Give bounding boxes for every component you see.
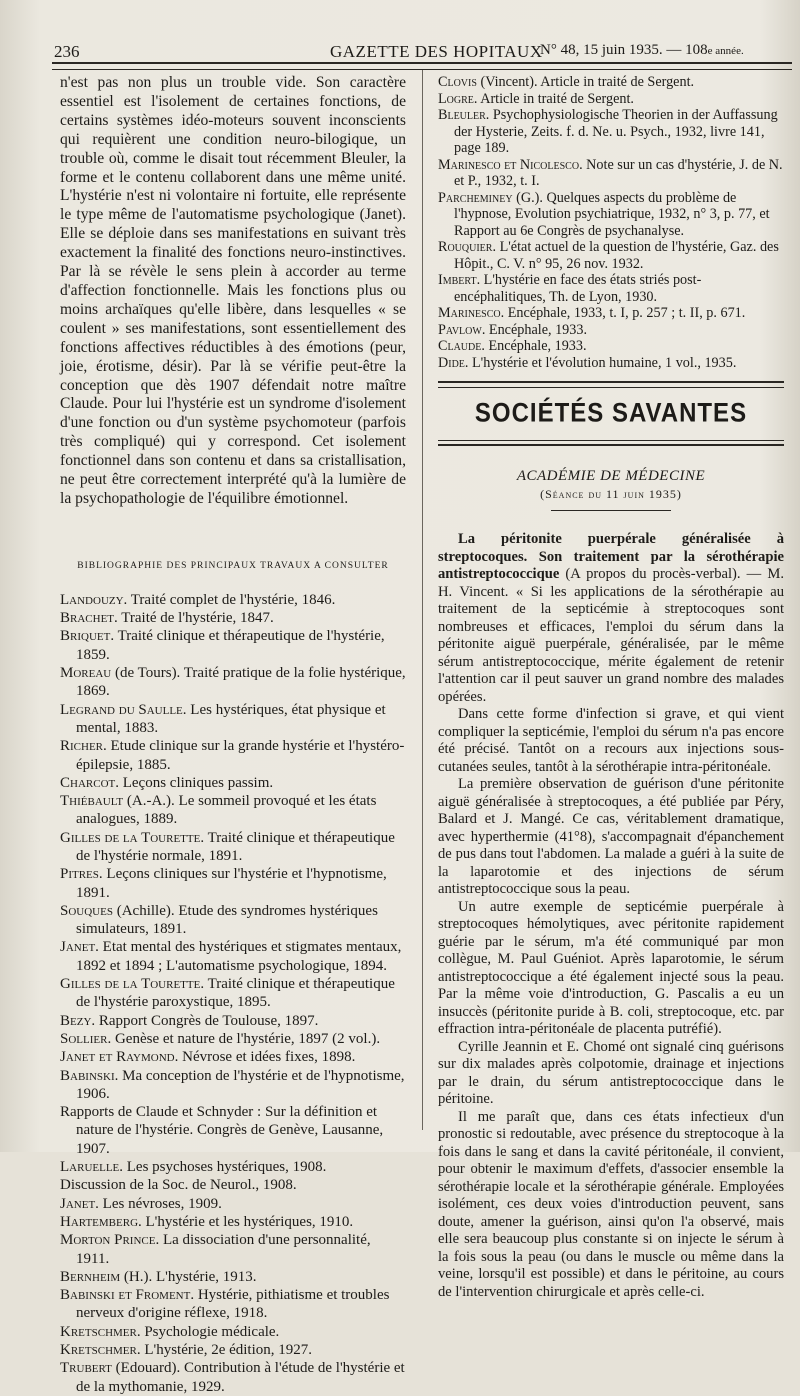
bibliography-entry — [60, 792, 406, 829]
bibliography-text: . Psychophysiologische Theorien in der Auffassung der Hysterie, Zeits. f. d. Ne. u. Psych., 1932, livre 141, page 189. — [454, 107, 778, 156]
short-rule — [551, 510, 671, 511]
bibliography-author: Kretschmer — [60, 1342, 137, 1359]
bibliography-entry — [60, 938, 406, 975]
article-paragraph — [438, 531, 784, 706]
bibliography-author: Landouzy — [60, 591, 124, 608]
bibliography-author: Marinesco et Nicolesco — [438, 156, 580, 173]
bibliography-text: . Névrose et idées fixes, 1898. — [174, 1049, 356, 1066]
bibliography-text: (Achille). Etude des syndromes hystériques simulateurs, 1891. — [76, 902, 378, 938]
bibliography-text: (Vincent). Article in traité de Sergent. — [476, 74, 695, 90]
journal-title: GAZETTE DES HOPITAUX — [330, 42, 543, 61]
bibliography-entry — [60, 1158, 406, 1176]
bibliography-author: Briquet — [60, 628, 111, 645]
bibliography-text: . Etude clinique sur la grande hystérie et l'hystéro-épilepsie, 1885. — [76, 738, 405, 773]
bibliography-text: . Etat mental des hystériques et stigmates mentaux, 1892 et 1894 ; L'automatisme psychologique, 1894. — [76, 939, 402, 974]
bibliography-text: Discussion de la Soc. de Neurol., 1908. — [60, 1177, 297, 1194]
bibliography-author: Richer — [60, 738, 104, 755]
bibliography-author: Clovis — [438, 74, 477, 90]
bibliography-entry — [438, 107, 784, 157]
bibliography-author: Pitres — [60, 866, 99, 883]
bibliography-text: . Ma conception de l'hystérie et de l'hypnotisme, 1906. — [76, 1067, 405, 1102]
page-header — [0, 30, 800, 64]
bibliography-author: Kretschmer — [60, 1323, 137, 1340]
right-column — [438, 74, 784, 1301]
bibliography-text: . L'hystérie en face des états striés post-encéphalitiques, Th. de Lyon, 1930. — [454, 272, 702, 305]
bibliography-author: Janet — [60, 1195, 96, 1212]
bibliography-text: . L'hystérie et l'évolution humaine, 1 vol., 1935. — [464, 354, 737, 371]
article-paragraph: La première observation de guérison d'une péritonite aiguë généralisée à streptocoques, a été publiée par Péry, Balard et J. Mangé. Ce cas, véritablement dramatique, avec hyperthermie (41°8), s'accompagnait d'épanchement de pus dans tout l'abdomen. La malade a guéri à la suite de la laparotomie et des injections de sérum antistreptococcique sous la peau. — [438, 776, 784, 897]
bibliography-entry — [60, 1176, 406, 1194]
bibliography-author: Gilles de la Tourette — [60, 976, 201, 993]
bibliography-entry — [438, 190, 784, 240]
bibliography-author: Dide — [438, 354, 465, 371]
bibliography-author: Hartemberg — [60, 1213, 139, 1230]
bibliography-author: Sollier — [60, 1030, 108, 1047]
bibliography-list-left — [60, 591, 406, 1396]
article-title: La péritonite puerpérale généralisée à streptocoques. Son traitement par la sérothérapie antistreptococcique — [438, 531, 784, 582]
bibliography-text: (Edouard). Contribution à l'étude de l'hystérie et de la mythomanie, 1929. — [76, 1360, 405, 1395]
bibliography-author: Parcheminey — [438, 189, 513, 206]
bibliography-author: Janet et Raymond — [60, 1049, 175, 1066]
bibliography-entry — [60, 591, 406, 609]
issue-info — [540, 42, 744, 59]
bibliography-entry — [60, 1286, 406, 1323]
bibliography-entry — [60, 1030, 406, 1048]
bibliography-text: . L'hystérie, 2e édition, 1927. — [136, 1342, 313, 1359]
header-rule — [52, 62, 792, 70]
hysteria-paragraph: n'est pas non plus un trouble vide. Son caractère essentiel est l'isolement de certaines fonctions, de certains systèmes idéo-moteurs souvent inconscients qui requièrent une condition neuro-bilogique, un trouble où, comme le disait tout récemment Bleuler, la forme et le contenu collaborent dans une même unité. L'hystérie n'est ni volontaire ni fortuite, elle représente le type même de l'automatisme psychologique (Janet). Elle se déploie dans ses manifestations en suivant très exactement la finalité des fonctions neuro-instinctives. Par là se révèle le sens plein à accorder au terme d'affection fonctionnelle. Mais les fonctions plus ou moins archaïques qu'elle libère, dans lesquelles « se coulent » ses manifestations, sont essentiellement des fonctions affectives réductibles à des émotions (peur, joie, érotisme, désir). Par là se vérifie peut-être la conception que dès 1907 défendait notre maître Claude. Pour lui l'hystérie est un syndrome d'isolement d'une fonction ou d'un système psychomoteur (parfois très compliqué) qui y correspond. Cet isolement fonctionnel dans son contenu et dans sa cristallisation, ne peut être correctement interprété qu'à la lumière de la psychopathologie de l'équilibre émotionnel. — [60, 74, 406, 507]
bibliography-text: . Les névroses, 1909. — [95, 1195, 222, 1212]
bibliography-entry — [438, 239, 784, 272]
issue-year-suffix: e année. — [707, 45, 744, 57]
bibliography-entry — [60, 1213, 406, 1231]
bibliography-entry — [438, 157, 784, 190]
bibliography-text: . Leçons cliniques sur l'hystérie et l'hypnotisme, 1891. — [76, 866, 387, 901]
bibliography-entry — [60, 664, 406, 701]
bibliography-text: (H.). L'hystérie, 1913. — [120, 1268, 257, 1285]
bibliography-entry — [60, 1195, 406, 1213]
academy-heading: ACADÉMIE DE MÉDECINE — [516, 468, 706, 484]
bibliography-entry — [60, 627, 406, 664]
column-divider — [422, 70, 423, 1130]
bibliography-text: . Encéphale, 1933, t. I, p. 257 ; t. II, p. 671. — [500, 305, 746, 321]
article-body — [438, 531, 784, 1301]
bibliography-entry — [438, 355, 784, 372]
left-column — [60, 74, 406, 1396]
bibliography-entry — [60, 1103, 406, 1158]
bibliography-entry — [60, 865, 406, 902]
bibliography-text: . Article in traité de Sergent. — [473, 90, 634, 107]
section-rule-bottom — [438, 440, 784, 446]
bibliography-author: Moreau — [60, 665, 112, 682]
bibliography-text: (A.-A.). Le sommeil provoqué et les états analogues, 1889. — [76, 793, 377, 828]
bibliography-author: Trubert — [60, 1360, 112, 1377]
bibliography-entry — [60, 975, 406, 1012]
session-date: (Séance du 11 juin 1935) — [540, 487, 682, 501]
bibliography-author: Janet — [60, 939, 96, 956]
article-paragraph: Dans cette forme d'infection si grave, et qui vient compliquer la septicémie, l'emploi du sérum n'a pas encore été précisé. Tantôt on a recours aux injections sous-cutanées seules, tantôt à la sérothérapie intra-péritonéale. — [438, 706, 784, 775]
bibliography-heading: BIBLIOGRAPHIE DES PRINCIPAUX TRAVAUX A CONSULTER — [77, 560, 389, 571]
bibliography-author: Laruelle — [60, 1159, 120, 1176]
article-paragraph: Cyrille Jeannin et E. Chomé ont signalé cinq guérisons sur dix malades après colpotomie, drainage et injections par le drain, du sérum antistreptococcique dans le péritoine. — [438, 1038, 784, 1107]
bibliography-entry — [438, 91, 784, 108]
bibliography-entry — [438, 305, 784, 322]
bibliography-entry — [60, 829, 406, 866]
bibliography-list-right — [438, 74, 784, 371]
bibliography-author: Pavlow — [438, 321, 482, 338]
bibliography-entry — [60, 1012, 406, 1030]
section-rule-top — [438, 381, 784, 388]
bibliography-text: . Hystérie, pithiatisme et troubles nerveux d'origine réflexe, 1918. — [76, 1287, 390, 1322]
bibliography-text: . Traité complet de l'hystérie, 1846. — [123, 591, 336, 608]
bibliography-text: . Traité de l'hystérie, 1847. — [114, 610, 274, 627]
bibliography-author: Bezy — [60, 1012, 92, 1029]
bibliography-entry — [60, 1359, 406, 1396]
bibliography-text: Rapports de Claude et Schnyder : Sur la définition et nature de l'hystérie. Congrès de Genève, Lausanne, 1907. — [60, 1104, 384, 1157]
section-title: SOCIÉTÉS SAVANTES — [474, 398, 748, 429]
bibliography-text: . Psychologie médicale. — [136, 1323, 280, 1340]
bibliography-entry — [60, 1067, 406, 1104]
bibliography-entry — [60, 737, 406, 774]
bibliography-author: Marinesco — [438, 305, 501, 321]
bibliography-author: Charcot — [60, 774, 116, 791]
bibliography-author: Thiébault — [60, 793, 124, 810]
bibliography-text: . Genèse et nature de l'hystérie, 1897 (2 vol.). — [107, 1030, 381, 1047]
bibliography-text: . Traité clinique et thérapeutique de l'hystérie paroxystique, 1895. — [76, 976, 395, 1011]
bibliography-text: . Traité clinique et thérapeutique de l'hystérie normale, 1891. — [76, 829, 395, 864]
bibliography-author: Rouquier — [438, 239, 493, 255]
bibliography-author: Claude — [438, 338, 482, 354]
bibliography-text: . Les psychoses hystériques, 1908. — [119, 1159, 327, 1176]
bibliography-entry — [60, 1323, 406, 1341]
bibliography-text: (G.). Quelques aspects du problème de l'hypnose, Evolution psychiatrique, 1932, n° 3, p. 77, et Rapport au 6e Congrès de psychanalyse. — [454, 189, 770, 239]
bibliography-author: Babinski et Froment — [60, 1287, 191, 1304]
bibliography-entry — [438, 338, 784, 355]
bibliography-author: Morton Prince — [60, 1232, 156, 1249]
bibliography-author: Logre — [438, 90, 474, 107]
page-number: 236 — [54, 42, 80, 61]
article-paragraph: Il me paraît que, dans ces états infectieux d'un pronostic si redoutable, avec présence du streptocoque à la fois dans le sang et dans la cavité péritonéale, il convient, pour obtenir le maximum d'effets, d'associer ensemble la sérothérapie locale et la sérothérapie générale. Employées isolément, ces deux voies d'introduction peuvent, sans doute, amener la guérison, ainsi qu'on l'a observé, mais elle sera beaucoup plus constante si on injecte le sérum à la fois sous la peau (ou dans le muscle ou même dans la veine, lorsqu'il est possible) et dans le péritoine, au cours de l'intervention chirurgicale et après celle-ci. — [438, 1108, 784, 1300]
bibliography-entry — [60, 902, 406, 939]
bibliography-text: . Les hystériques, état physique et mental, 1883. — [76, 701, 386, 736]
bibliography-entry — [60, 774, 406, 792]
bibliography-text: . Traité clinique et thérapeutique de l'hystérie, 1859. — [76, 628, 385, 663]
bibliography-text: . Encéphale, 1933. — [481, 338, 587, 354]
bibliography-entry — [60, 1341, 406, 1359]
bibliography-entry — [438, 74, 784, 91]
bibliography-entry — [438, 272, 784, 305]
bibliography-text: . Encéphale, 1933. — [481, 321, 588, 338]
bibliography-text: . La dissociation d'une personnalité, 1911. — [76, 1232, 371, 1267]
article-paragraph-text: (A propos du procès-verbal). — M. H. Vincent. « Si les applications de la sérothérapie au traitement de la septicémie à streptocoques sont nombreuses et efficaces, l'emploi du sérum dans la péritonite aiguë puerpérale, généralisée, par le même sérum antistreptococcique, mérite également de retenir l'attention car il peut sauver un grand nombre des malades opérées. — [438, 566, 784, 705]
bibliography-author: Brachet — [60, 610, 115, 627]
bibliography-entry — [60, 1268, 406, 1286]
bibliography-author: Gilles de la Tourette — [60, 829, 201, 846]
bibliography-author: Bernheim — [60, 1268, 121, 1285]
bibliography-text: . Rapport Congrès de Toulouse, 1897. — [91, 1012, 319, 1029]
issue-number-date: N° 48, 15 juin 1935. — 108 — [540, 42, 708, 58]
bibliography-author: Legrand du Saulle — [60, 701, 183, 718]
bibliography-text: . Leçons cliniques passim. — [115, 774, 274, 791]
article-paragraph: Un autre exemple de septicémie puerpérale à streptocoques hémolytiques, avec péritonite rapidement guérie par le sérum, m'a été communiqué par mon collègue, M. Paul Guéniot. Après laparotomie, le sérum antistreptococcique a été également injecté sous la peau. Par la même voie d'introduction, G. Pascalis a eu un insuccès (péritonite puride à B. coli, streptocoque, etc. par effraction intra-péritonéale de placenta putréfié). — [438, 898, 784, 1037]
bibliography-entry — [60, 1231, 406, 1268]
bibliography-author: Babinski — [60, 1067, 115, 1084]
bibliography-entry — [438, 322, 784, 339]
bibliography-text: . Note sur un cas d'hystérie, J. de N. et P., 1932, t. I. — [454, 156, 783, 189]
bibliography-author: Souques — [60, 902, 113, 919]
bibliography-text: . L'hystérie et les hystériques, 1910. — [138, 1213, 354, 1230]
bibliography-text: (de Tours). Traité pratique de la folie hystérique, 1869. — [76, 665, 406, 700]
bibliography-author: Bleuler — [438, 107, 486, 123]
bibliography-author: Imbert — [438, 272, 477, 288]
bibliography-text: . L'état actuel de la question de l'hystérie, Gaz. des Hôpit., C. V. n° 95, 26 nov. 1932. — [454, 239, 779, 272]
bibliography-entry — [60, 701, 406, 738]
bibliography-entry — [60, 609, 406, 627]
bibliography-entry — [60, 1048, 406, 1066]
